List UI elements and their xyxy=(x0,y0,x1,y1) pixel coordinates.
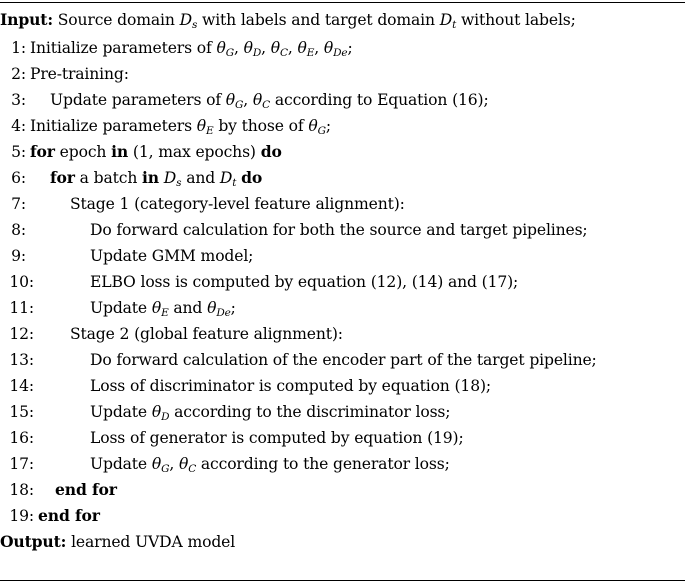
do-keyword: do xyxy=(260,142,282,161)
input-text-3: without labels; xyxy=(456,11,576,29)
line-number: 10: xyxy=(9,273,34,291)
in-keyword: in xyxy=(142,168,159,187)
source-domain-symbol: D xyxy=(179,11,192,29)
line-number: 11: xyxy=(9,299,34,317)
bottom-rule xyxy=(0,580,685,581)
target-domain-symbol: D xyxy=(439,11,453,29)
line-number: 19: xyxy=(9,507,34,525)
step-text: Initialize parameters xyxy=(30,117,197,135)
line-number: 2: xyxy=(11,65,26,83)
step-text: Update parameters of xyxy=(50,91,226,109)
step-text: Pre-training: xyxy=(30,65,129,83)
input-text-1: Source domain xyxy=(52,11,180,29)
do-keyword: do xyxy=(241,168,263,187)
line-number: 16: xyxy=(9,429,34,447)
step-text: Do forward calculation for both the source and target pipelines; xyxy=(90,221,588,239)
line-number: 9: xyxy=(11,247,26,265)
target-domain-subscript: t xyxy=(452,19,457,31)
step-text: Stage 2 (global feature alignment): xyxy=(70,325,343,343)
line-number: 1: xyxy=(11,39,26,57)
source-domain-subscript: s xyxy=(191,19,198,31)
step-text: Loss of discriminator is computed by equation (18); xyxy=(90,377,492,395)
line-number: 7: xyxy=(11,195,26,213)
output-text: learned UVDA model xyxy=(66,533,236,551)
step-text: Initialize parameters of xyxy=(30,39,217,57)
step-text: Update xyxy=(90,403,152,421)
in-keyword: in xyxy=(111,142,129,161)
input-label: Input: xyxy=(0,10,53,29)
output-label: Output: xyxy=(0,532,67,551)
end-for-keyword: end for xyxy=(55,480,117,499)
line-number: 17: xyxy=(9,455,34,473)
step-text: Update xyxy=(90,299,152,317)
top-rule xyxy=(0,2,685,3)
line-number: 8: xyxy=(11,221,26,239)
line-number: 6: xyxy=(11,169,26,187)
step-text: Update GMM model; xyxy=(90,247,254,265)
step-text: Do forward calculation of the encoder part of the target pipeline; xyxy=(90,351,597,369)
line-number: 5: xyxy=(11,143,26,161)
step-text: Loss of generator is computed by equation (19); xyxy=(90,429,464,447)
step-text: ELBO loss is computed by equation (12), (14) and (17); xyxy=(90,273,519,291)
line-number: 4: xyxy=(11,117,26,135)
step-text: Stage 1 (category-level feature alignment): xyxy=(70,195,405,213)
line-number: 14: xyxy=(9,377,34,395)
for-keyword: for xyxy=(50,168,75,187)
step-text: Update xyxy=(90,455,152,473)
input-text-2: with labels and target domain xyxy=(197,11,440,29)
line-number: 12: xyxy=(9,325,34,343)
line-number: 13: xyxy=(9,351,34,369)
line-number: 15: xyxy=(9,403,34,421)
for-keyword: for xyxy=(30,142,55,161)
line-number: 3: xyxy=(11,91,26,109)
end-for-keyword: end for xyxy=(38,506,100,525)
line-number: 18: xyxy=(9,481,34,499)
